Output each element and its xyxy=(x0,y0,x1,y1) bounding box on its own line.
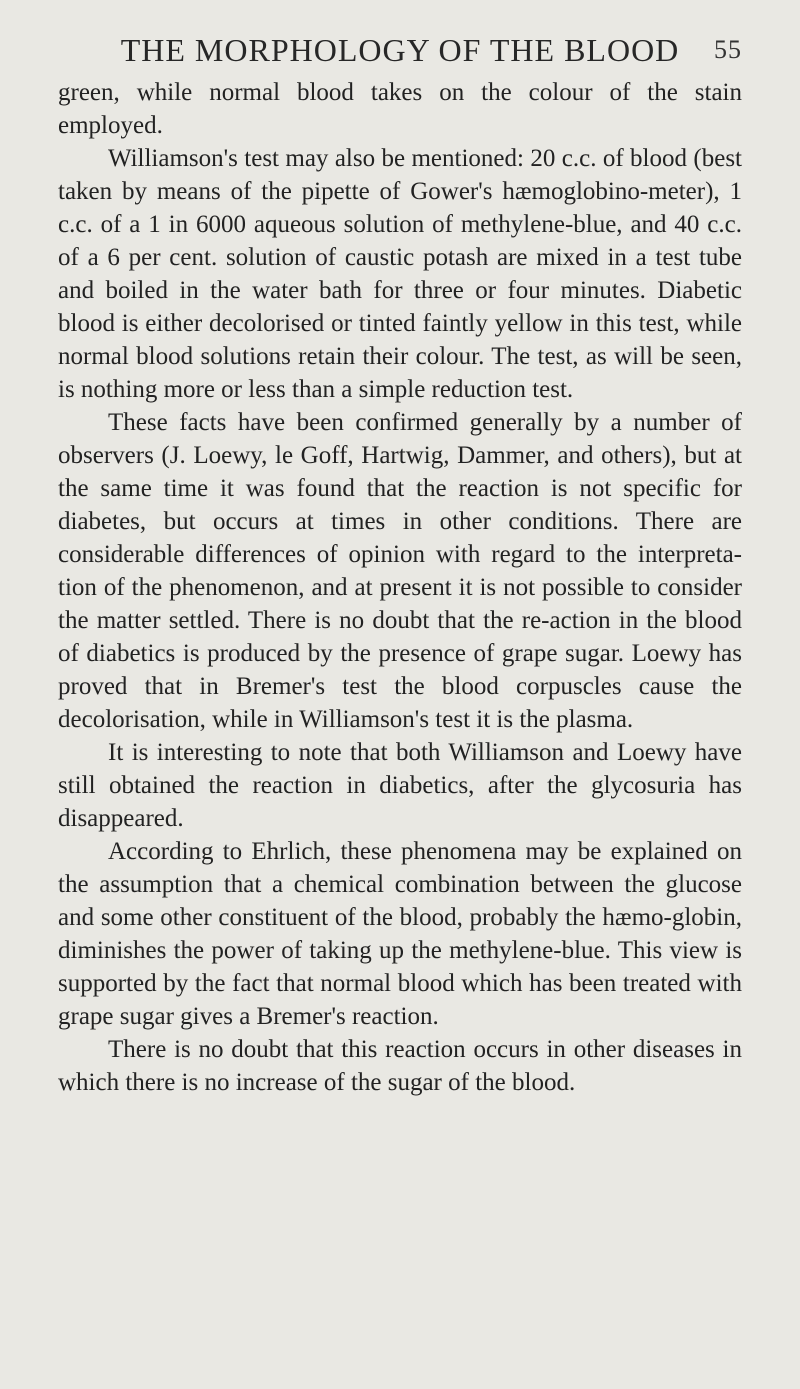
paragraph-glycosuria: It is interesting to note that both Williamson and Loewy have still obtained the reaction in diabetics, after the glycosuria has disappeared. xyxy=(58,739,742,832)
page-number: 55 xyxy=(714,35,742,64)
running-title: THE MORPHOLOGY OF THE BLOOD xyxy=(120,32,680,68)
body-text xyxy=(58,76,742,1099)
paragraph-observers: These facts have been confirmed generally by a number of observers (J. Loewy, le Goff, Hartwig, Dammer, and others), but at the same time it was found that the reaction is not specific for diabetes, but occurs at times in other conditions. There are considerable differences of opinion with regard to the interpreta-tion of the phenomenon, and at present it is not possible to consider the matter settled. There is no doubt that the re-action in the blood of diabetics is produced by the presence of grape sugar. Loewy has proved that in Bremer's test the blood corpuscles cause the decolorisation, while in Williamson's test it is the plasma. xyxy=(58,409,742,733)
paragraph-other-diseases: There is no doubt that this reaction occurs in other diseases in which there is no increase of the sugar of the blood. xyxy=(58,1036,742,1096)
running-head xyxy=(58,26,742,74)
paragraph-ehrlich: According to Ehrlich, these phenomena may be explained on the assumption that a chemical combination between the glucose and some other constituent of the blood, probably the hæmo-globin, diminishes the power of taking up the methylene-blue. This view is supported by the fact that normal blood which has been treated with grape sugar gives a Bremer's reaction. xyxy=(58,838,742,1030)
paragraph-williamson-test: Williamson's test may also be mentioned: 20 c.c. of blood (best taken by means of the pipette of Gower's hæmoglobino-meter), 1 c.c. of a 1 in 6000 aqueous solution of methylene-blue, and 40 c.c. of a 6 per cent. solution of caustic potash are mixed in a test tube and boiled in the water bath for three or four minutes. Diabetic blood is either decolorised or tinted faintly yellow in this test, while normal blood solutions retain their colour. The test, as will be seen, is nothing more or less than a simple reduction test. xyxy=(58,145,742,403)
paragraph-continuation: green, while normal blood takes on the colour of the stain employed. xyxy=(58,79,742,139)
